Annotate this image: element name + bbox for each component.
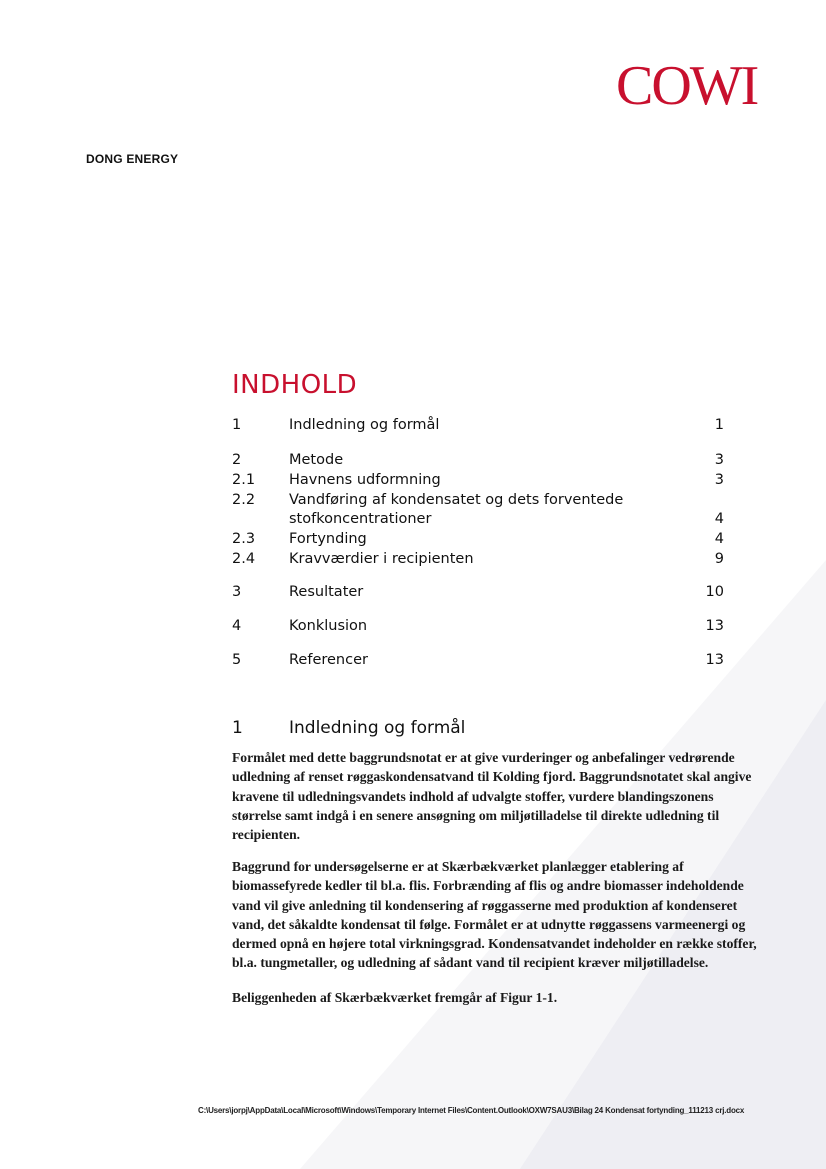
section-title: Indledning og formål xyxy=(289,718,466,738)
body-paragraph: Beliggenheden af Skærbækværket fremgår af Figur 1-1. xyxy=(232,990,558,1005)
toc-entry-title: Havnens udformning xyxy=(289,472,441,488)
body-paragraph: Formålet med dette baggrundsnotat er at give vurderinger og anbefalinger vedrørende udledning af renset røggaskondensatvand til Kolding fjord. Baggrundsnotatet skal angive kravene til udledningsvandets indhold af udvalgte stoffer, vurdere blandingszonens størrelse samt indgå i en senere ansøgning om miljøtilladelse til direkte udledning til recipienten. xyxy=(232,750,752,843)
cowi-logo: COWI xyxy=(616,55,758,117)
toc-title: INDHOLD xyxy=(232,370,358,400)
toc-entry-page: 9 xyxy=(714,551,724,567)
toc-entry-title: Vandføring af kondensatet og dets forventede stofkoncentrationer xyxy=(289,492,624,527)
toc-entry-number: 1 xyxy=(232,417,242,433)
section-number: 1 xyxy=(232,718,243,738)
toc-entry-number: 5 xyxy=(232,652,242,668)
toc-entry-number: 2.4 xyxy=(232,551,256,567)
toc-entry-title: Kravværdier i recipienten xyxy=(289,551,474,567)
toc-entry-number: 4 xyxy=(232,618,242,634)
body-paragraph: Baggrund for undersøgelserne er at Skærbækværket planlægger etablering af biomassefyrede kedler til bl.a. flis. Forbrænding af flis og andre biomasser indeholdende vand vil give anledning til kondensering af røggasserne med produktion af kondenseret vand, det såkaldte kondensat til følge. Formålet er at udnytte røggassens varmeenergi og dermed opnå en højere total virkningsgrad. Kondensatvandet indeholder en række stoffer, bl.a. tungmetaller, og udledning af sådant vand til recipient kræver miljøtilladelse. xyxy=(232,859,757,971)
toc-entry-page: 4 xyxy=(714,531,724,547)
toc-entry-number: 2.1 xyxy=(232,472,256,488)
client-name: DONG ENERGY xyxy=(86,152,179,166)
toc-entry-page: 4 xyxy=(714,511,724,527)
toc-entry-page: 1 xyxy=(714,417,724,433)
footer-file-path: C:\Users\jorpj\AppData\Local\Microsoft\Windows\Temporary Internet Files\Content.Outlook\OXW7SAU3\Bilag 24 Kondensat fortynding_111213 crj.docx xyxy=(198,1106,745,1115)
toc-entry-title: Resultater xyxy=(289,584,364,600)
toc-entry-page: 10 xyxy=(705,584,724,600)
toc-entry-number: 2 xyxy=(232,452,242,468)
toc-entry-page: 3 xyxy=(714,472,724,488)
toc-entry-title: Metode xyxy=(289,452,344,468)
toc-entry-title: Fortynding xyxy=(289,531,367,547)
toc-entry-number: 2.3 xyxy=(232,531,256,547)
toc-entry-title: Konklusion xyxy=(289,618,368,634)
toc-entry-number: 2.2 xyxy=(232,492,256,508)
toc-entry-page: 13 xyxy=(705,652,724,668)
toc-entry[interactable] xyxy=(232,491,724,530)
toc-entry-title: Indledning og formål xyxy=(289,417,440,433)
toc-entry-page: 3 xyxy=(714,452,724,468)
toc-entry-page: 13 xyxy=(705,618,724,634)
toc-entry-title: Referencer xyxy=(289,652,368,668)
toc-entry-number: 3 xyxy=(232,584,242,600)
